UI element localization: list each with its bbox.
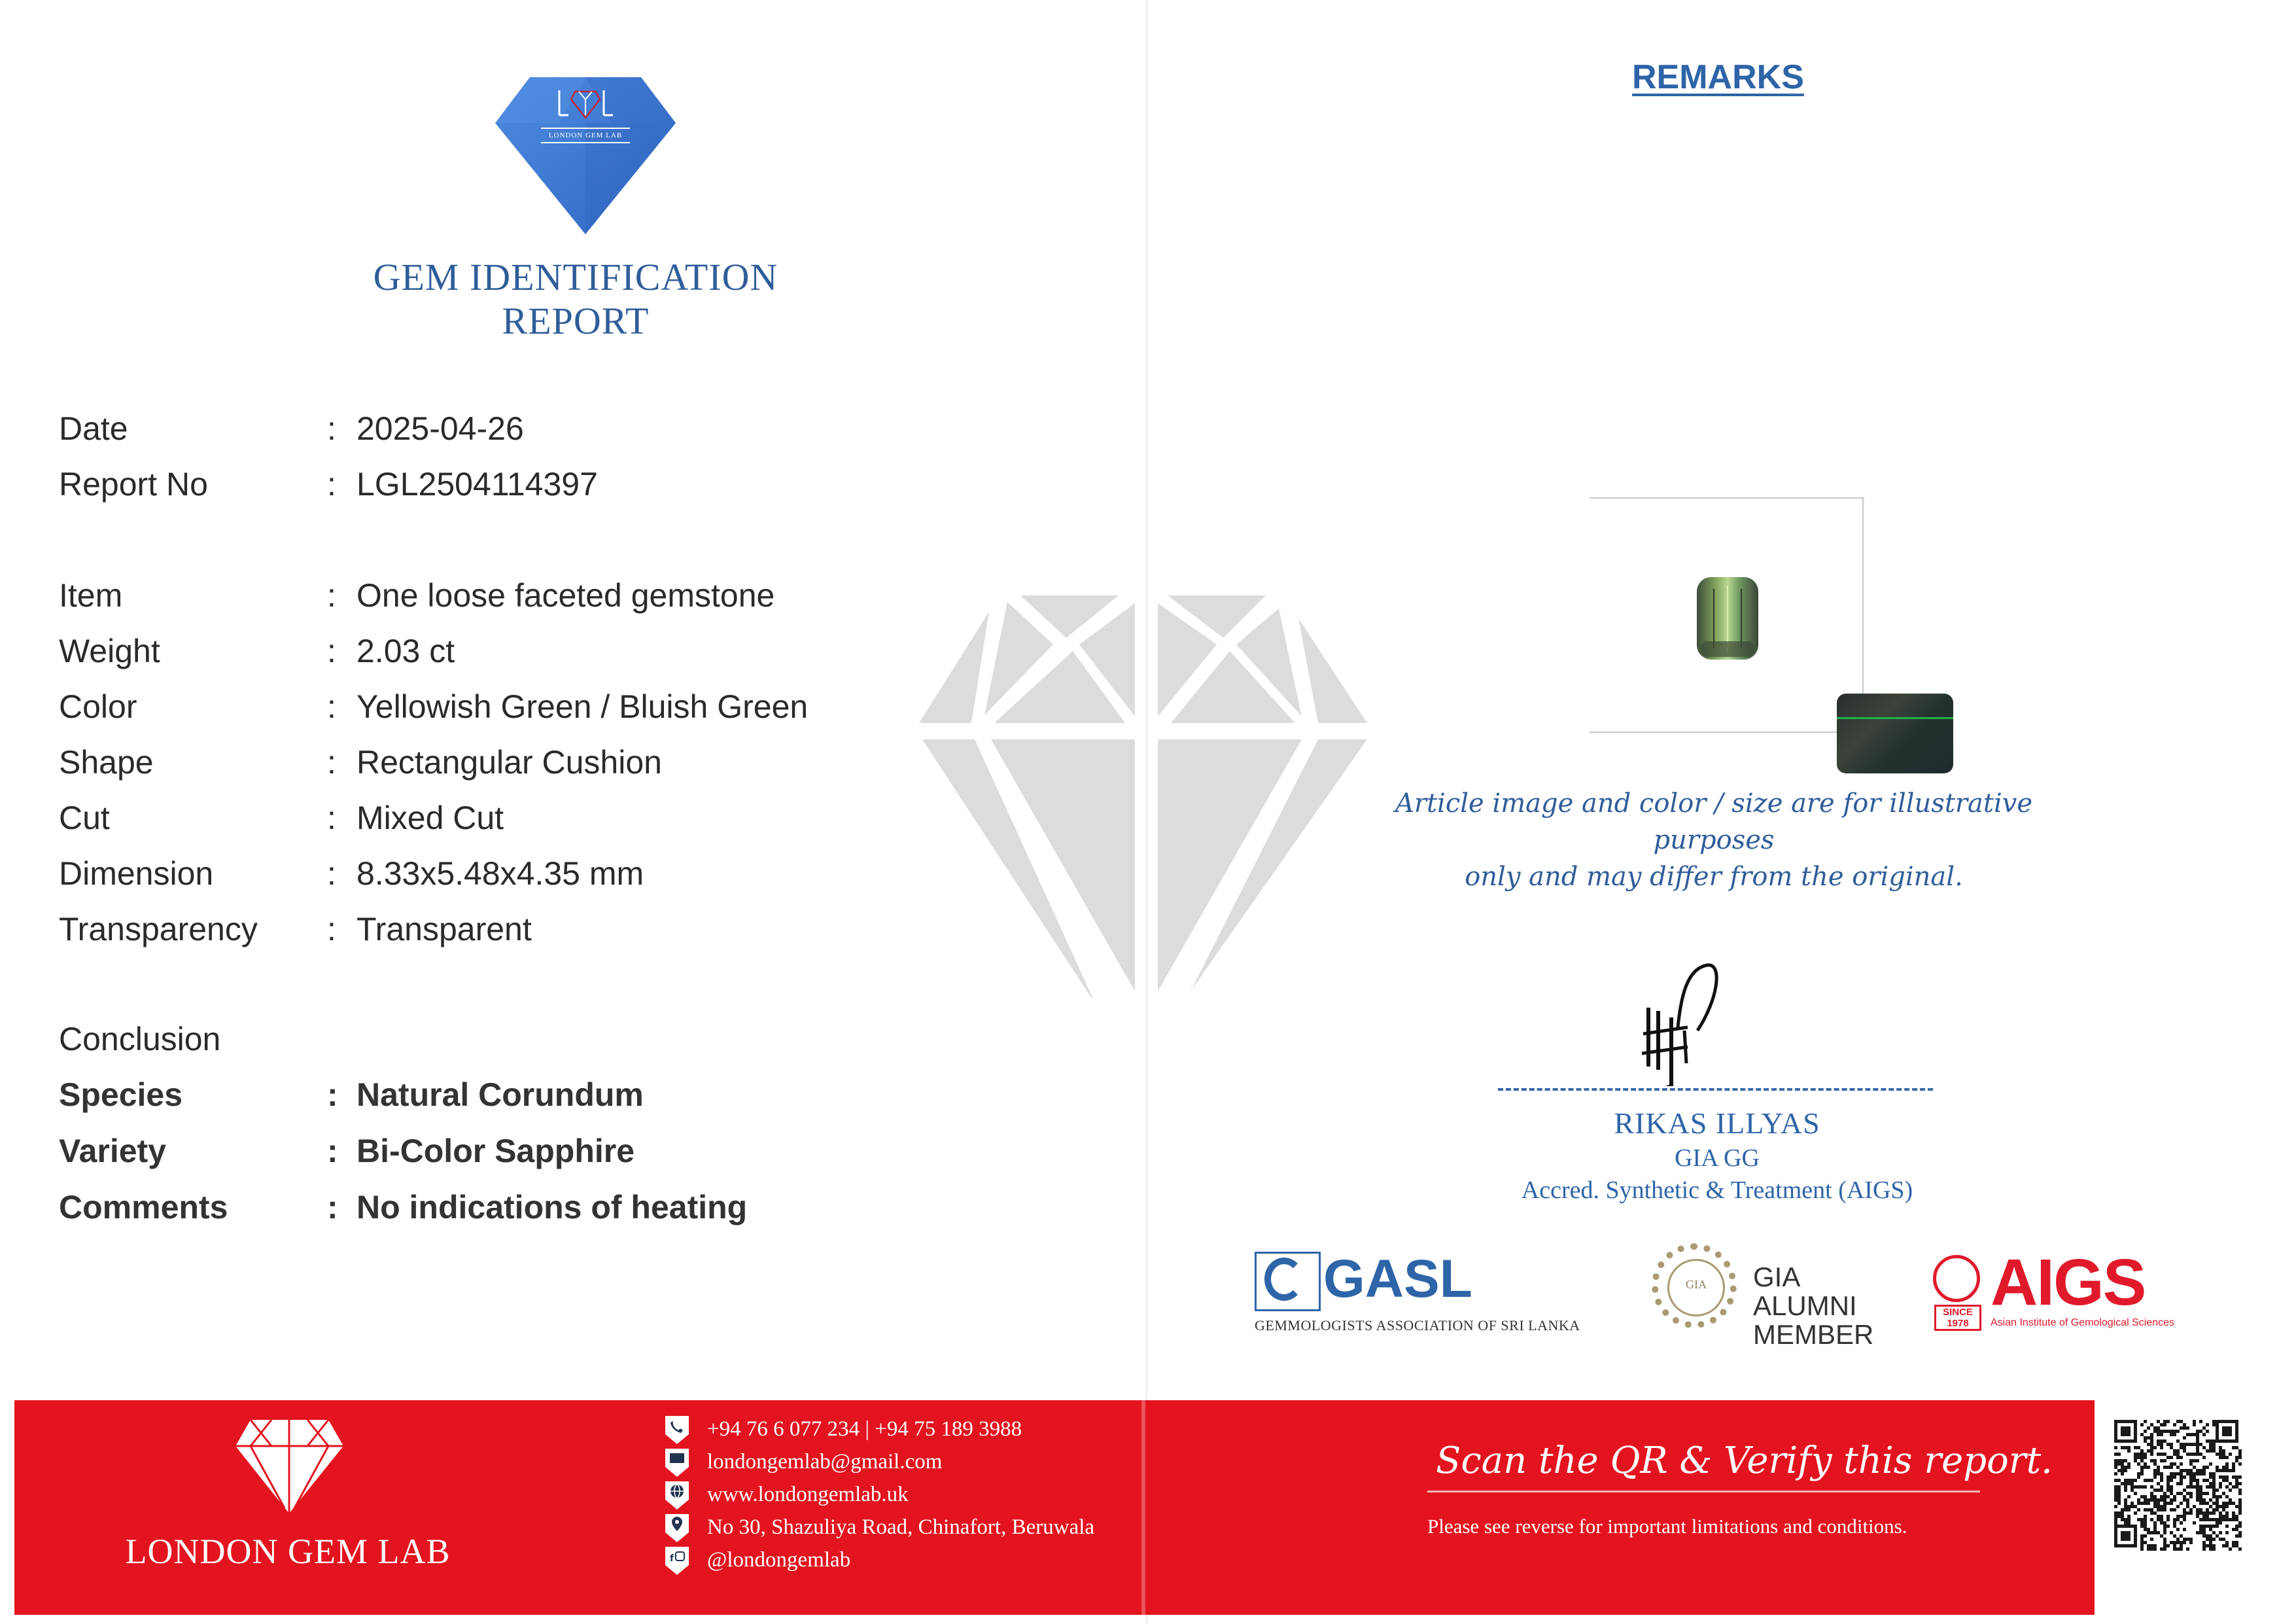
field-label: Item <box>59 577 123 614</box>
field-label: Report No <box>59 466 208 503</box>
field-value: Transparent <box>357 911 532 947</box>
field-label: Cut <box>59 800 110 836</box>
gemstone-image <box>1696 576 1760 661</box>
image-frame-right <box>1862 499 1864 695</box>
signatory-name: RIKAS ILLYAS <box>1614 1106 1820 1140</box>
disclaimer-line-1: Article image and color / size are for illustrative purposes <box>1395 788 2033 855</box>
svg-text:f: f <box>670 1553 674 1564</box>
field-label: Weight <box>59 633 160 669</box>
gia-alumni-text <box>1753 1263 1887 1349</box>
field-separator: : <box>327 410 336 447</box>
field-value: 2.03 ct <box>357 633 455 669</box>
field-separator: : <box>327 1189 338 1226</box>
gia-seal-text: GIA <box>1686 1278 1707 1291</box>
field-value: Yellowish Green / Bluish Green <box>357 688 809 725</box>
gasl-subtitle: GEMMOLOGISTS ASSOCIATION OF SRI LANKA <box>1255 1317 1580 1333</box>
field-separator: : <box>327 855 336 892</box>
contact-text: @londongemlab <box>707 1548 851 1572</box>
field-label: Species <box>59 1076 183 1113</box>
signatory-accreditation: Accred. Synthetic & Treatment (AIGS) <box>1521 1176 1913 1204</box>
field-label: Date <box>59 410 128 447</box>
aigs-emblem-icon <box>1933 1255 1980 1302</box>
gasl-emblem-icon <box>1255 1252 1321 1311</box>
field-separator: : <box>327 577 336 614</box>
gasl-logo <box>1255 1246 1595 1345</box>
field-value: 2025-04-26 <box>357 410 524 447</box>
scan-qr-heading: Scan the QR & Verify this report. <box>1436 1439 2053 1482</box>
gasl-name: GASL <box>1323 1249 1472 1309</box>
field-separator: : <box>327 633 336 669</box>
globe-icon <box>664 1480 690 1510</box>
contact-text: www.londongemlab.uk <box>707 1483 909 1506</box>
field-label: Transparency <box>59 911 258 947</box>
field-label: Dimension <box>59 855 214 892</box>
signature <box>1583 955 1779 1086</box>
gia-line-2: MEMBER <box>1753 1319 1874 1350</box>
field-value: No indications of heating <box>357 1189 748 1226</box>
footer-fold-line <box>1141 1400 1145 1615</box>
signature-line <box>1498 1088 1933 1091</box>
phone-icon <box>664 1415 690 1445</box>
email-icon <box>664 1447 690 1477</box>
field-separator: : <box>327 744 336 781</box>
field-label: Comments <box>59 1189 228 1226</box>
field-label: Shape <box>59 744 154 781</box>
gia-seal-icon <box>1652 1243 1737 1328</box>
conclusion-heading-text: Conclusion <box>59 1021 221 1057</box>
contact-text: londongemlab@gmail.com <box>707 1450 943 1474</box>
field-value: Mixed Cut <box>357 800 504 836</box>
logo-text: LONDON GEM LAB <box>548 132 623 139</box>
location-pin-icon <box>664 1513 690 1543</box>
contact-text: No 30, Shazuliya Road, Chinafort, Beruwala <box>707 1515 1095 1539</box>
gia-alumni-logo <box>1652 1243 1887 1350</box>
hologram-line <box>1837 717 1953 719</box>
qr-code[interactable] <box>2114 1420 2242 1551</box>
field-separator: : <box>327 800 336 836</box>
gia-line-1: GIA ALUMNI <box>1753 1262 1857 1321</box>
london-gem-lab-logo <box>494 72 677 236</box>
scan-underline <box>1427 1491 1980 1492</box>
report-title: GEM IDENTIFICATION REPORT <box>373 256 778 342</box>
field-label: Color <box>59 688 137 725</box>
field-separator: : <box>327 688 336 725</box>
image-frame-top <box>1590 497 1864 499</box>
white-diamond-icon <box>232 1417 347 1515</box>
social-icon <box>664 1545 690 1576</box>
field-value: Natural Corundum <box>357 1076 644 1113</box>
field-separator: : <box>327 1133 338 1169</box>
field-label: Variety <box>59 1133 167 1169</box>
field-value: LGL2504114397 <box>357 466 598 503</box>
blue-diamond-icon <box>494 72 677 236</box>
aigs-name: AIGS <box>1991 1246 2146 1319</box>
disclaimer-line-2: only and may differ from the original. <box>1465 862 1963 892</box>
field-separator: : <box>327 466 336 503</box>
footer-brand-name: LONDON GEM LAB <box>125 1532 451 1571</box>
image-frame-bottom <box>1590 732 1838 733</box>
field-value: Bi-Color Sapphire <box>357 1133 635 1169</box>
limitations-note: Please see reverse for important limitations and conditions. <box>1427 1515 1907 1538</box>
signatory-credential: GIA GG <box>1675 1144 1760 1172</box>
field-value: 8.33x5.48x4.35 mm <box>357 855 644 892</box>
aigs-logo <box>1933 1246 2195 1333</box>
field-value: One loose faceted gemstone <box>357 577 775 614</box>
field-separator: : <box>327 911 336 947</box>
remarks-heading: REMARKS <box>1632 58 1804 96</box>
field-separator: : <box>327 1076 338 1113</box>
diamond-watermark-icon <box>916 589 1380 998</box>
contact-text: +94 76 6 077 234 | +94 75 189 3988 <box>707 1417 1022 1441</box>
aigs-since: SINCE 1978 <box>1934 1305 1981 1331</box>
security-hologram <box>1837 694 1953 773</box>
aigs-subtitle: Asian Institute of Gemological Sciences <box>1991 1317 2175 1328</box>
field-value: Rectangular Cushion <box>357 744 662 781</box>
image-disclaimer <box>1348 785 2080 895</box>
